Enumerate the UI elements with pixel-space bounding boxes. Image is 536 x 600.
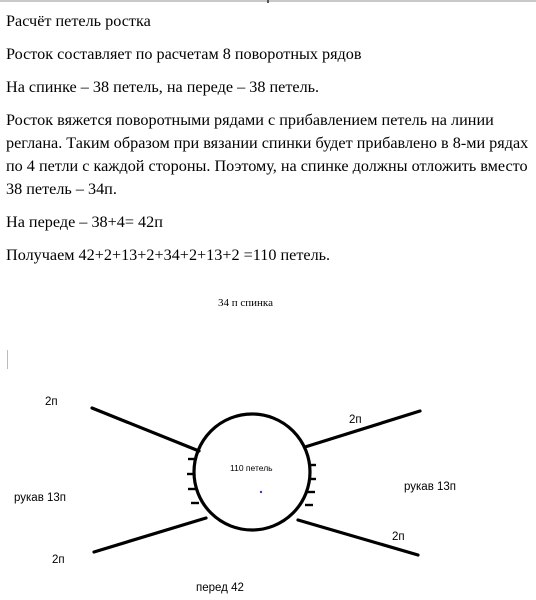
label-right-sleeve: рукав 13п: [404, 481, 457, 493]
paragraph-stitches: На спинке – 38 петель, на переде – 38 петель.: [6, 78, 320, 96]
label-center: 110 петель: [230, 463, 273, 473]
raglan-line-top-right: [305, 411, 420, 447]
label-bottom-left-2p: 2п: [52, 554, 65, 566]
paragraph-total: Получаем 42+2+13+2+34+2+13+2 =110 петель.: [6, 246, 331, 264]
raglan-line-top-left: [92, 408, 199, 451]
center-dot: [260, 491, 262, 493]
paragraph-explanation: Росток вяжется поворотными рядами с прибавлением петель на линии реглана. Таким образом при вязании спинки будет прибавлено в 8-ми рядах по 4 петли с каждой стороны. Поэтому, на спинке должны отложить вместо 38 петель – 34п.: [6, 111, 529, 198]
label-front: перед 42: [196, 582, 244, 594]
label-top-left-2p: 2п: [45, 396, 58, 408]
label-back: 34 п спинка: [218, 297, 273, 309]
label-left-sleeve: рукав 13п: [14, 492, 67, 504]
heading-paragraph: Расчёт петель ростка: [6, 12, 151, 30]
raglan-line-bottom-left: [94, 518, 206, 552]
label-bottom-right-2p: 2п: [392, 531, 405, 543]
paragraph-rows: Росток составляет по расчетам 8 поворотных рядов: [6, 45, 362, 63]
label-top-right-2p: 2п: [349, 414, 362, 426]
paragraph-front: На переде – 38+4= 42п: [6, 213, 163, 231]
